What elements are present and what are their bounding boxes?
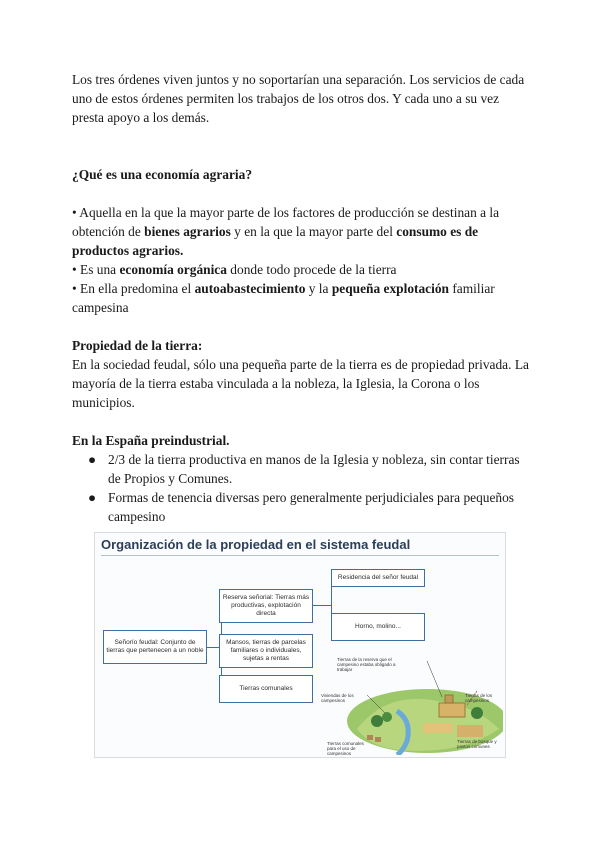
box-horno-molino: Horno, molino...	[331, 613, 425, 641]
list-item: ● Formas de tenencia diversas pero generalmente perjudiciales para pequeños campesino	[88, 490, 515, 524]
box-residencia-senor: Residencia del señor feudal	[331, 569, 425, 587]
connector-line	[313, 605, 331, 606]
bullet-organica: • Es una economía orgánica donde todo procede de la tierra	[72, 262, 397, 277]
section-heading-economia: ¿Qué es una economía agraria?	[72, 167, 253, 182]
box-reserva-senorial: Reserva señorial: Tierras más productivas, explotación directa	[219, 589, 313, 623]
section-heading-espana: En la España preindustrial.	[72, 433, 230, 448]
document-body	[72, 70, 532, 526]
diagram-title: Organización de la propiedad en el sistema feudal	[101, 537, 411, 552]
illustration-label: Tierras de los campesinos	[465, 693, 493, 703]
section-heading-propiedad: Propiedad de la tierra:	[72, 338, 203, 353]
bullet-dot-icon: ●	[88, 490, 97, 505]
box-tierras-comunales: Tierras comunales	[219, 675, 313, 703]
illustration-label: Tierras de bosque y pastos comunes	[457, 739, 497, 749]
list-item: ● 2/3 de la tierra productiva en manos de la Iglesia y nobleza, sin contar tierras de Propios y Comunes.	[88, 452, 520, 486]
bullet-dot-icon: ●	[88, 452, 97, 467]
bullet-definicion: • Aquella en la que la mayor parte de los factores de producción se destinan a la obtención de bienes agrarios y en la que la mayor parte del consumo es de productos agrarios.	[72, 205, 500, 258]
bullet-autoabastecimiento: • En ella predomina el autoabastecimiento y la pequeña explotación familiar campesina	[72, 281, 495, 315]
propiedad-paragraph: En la sociedad feudal, sólo una pequeña parte de la tierra es de propiedad privada. La mayoría de la tierra estaba vinculada a la nobleza, la Iglesia, la Corona o los municipios.	[72, 357, 529, 410]
illustration-label: Tierras comunales para el uso de campesinos	[327, 741, 364, 756]
illustration-label: Tierras de la reserva que el campesino estaba obligado a trabajar	[337, 657, 396, 672]
diagram-divider	[101, 555, 499, 556]
feudal-property-diagram	[94, 532, 506, 758]
box-mansos: Mansos, tierras de parcelas familiares o individuales, sujetas a rentas	[219, 634, 313, 668]
root-box-senorio: Señorío feudal: Conjunto de tierras que pertenecen a un noble	[103, 630, 207, 664]
espana-bullet-list	[72, 450, 532, 526]
intro-paragraph: Los tres órdenes viven juntos y no soportarían una separación. Los servicios de cada uno de estos órdenes permiten los trabajos de los otros dos. Y cada uno a su vez presta apoyo a los demás.	[72, 72, 525, 125]
illustration-label: Viviendas de los campesinos	[321, 693, 354, 703]
